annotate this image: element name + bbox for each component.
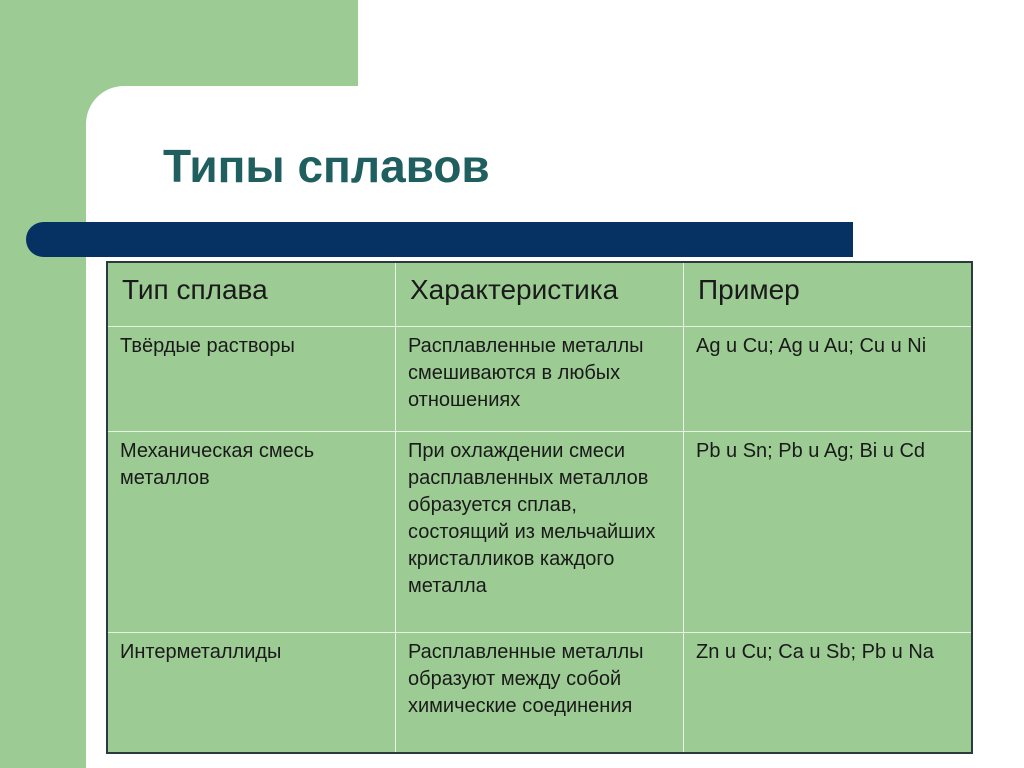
cell-alloy-type: Интерметаллиды <box>108 633 396 753</box>
table-row <box>108 432 972 633</box>
cell-example: Ag u Cu; Ag u Au; Cu u Ni <box>684 327 972 432</box>
header-alloy-type: Тип сплава <box>108 263 396 327</box>
table-row <box>108 633 972 753</box>
header-characteristic: Характеристика <box>396 263 684 327</box>
alloy-types-table <box>107 262 972 753</box>
cell-characteristic: При охлаждении смеси расплавленных металлов образуется сплав, состоящий из мельчайших кристалликов каждого металла <box>396 432 684 633</box>
cell-example: Pb u Sn; Pb u Ag; Bi u Cd <box>684 432 972 633</box>
cell-characteristic: Расплавленные металлы образуют между собой химические соединения <box>396 633 684 753</box>
title-divider-bar <box>26 222 853 257</box>
cell-alloy-type: Твёрдые растворы <box>108 327 396 432</box>
alloy-types-table-container <box>107 262 971 753</box>
cell-characteristic: Расплавленные металлы смешиваются в любых отношениях <box>396 327 684 432</box>
cell-alloy-type: Механическая смесь металлов <box>108 432 396 633</box>
slide-title: Типы сплавов <box>163 140 490 192</box>
header-example: Пример <box>684 263 972 327</box>
table-row <box>108 327 972 432</box>
cell-example: Zn u Cu; Ca u Sb; Pb u Na <box>684 633 972 753</box>
table-header-row <box>108 263 972 327</box>
